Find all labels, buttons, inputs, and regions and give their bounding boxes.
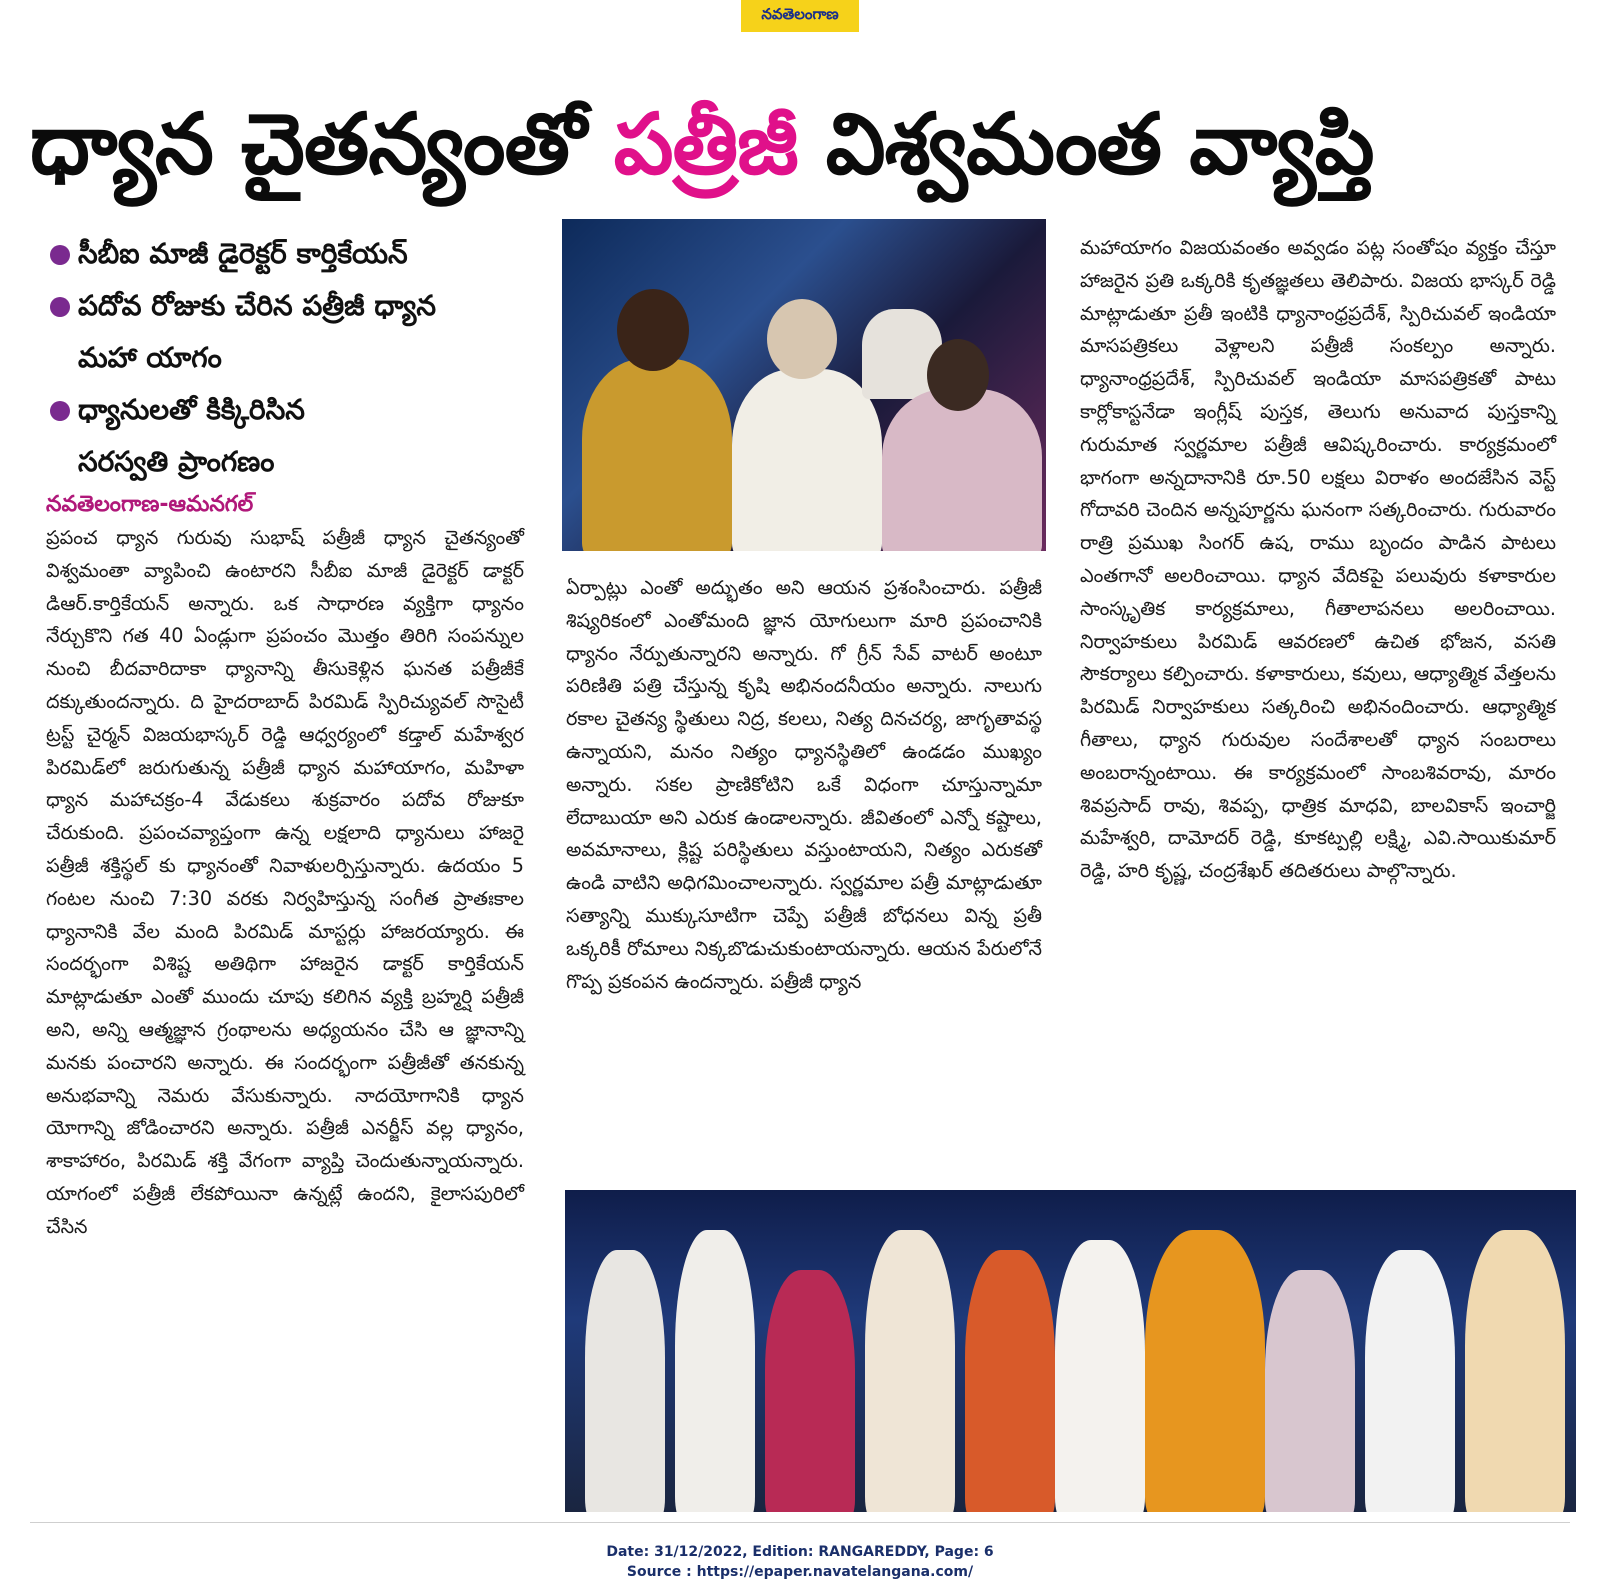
- subhead-bullets: [50, 228, 550, 488]
- bullet-item: [50, 280, 550, 384]
- column-2-text: ఏర్పాట్లు ఎంతో అద్భుతం అని ఆయన ప్రశంసించారు. పత్రీజీ శిష్యరికంలో ఎంతోమంది జ్ఞాన యోగులుగా మారి ప్రపంచానికి ధ్యానం నేర్పుతున్నారని అన్నారు. గో గ్రీన్ సేవ్ వాటర్ అంటూ పరిణితి పత్రి చేస్తున్న కృషి అభినందనీయం అన్నారు. నాలుగు రకాల చైతన్య స్థితులు నిద్ర, కలలు, నిత్య దినచర్య, జాగృతావస్థ ఉన్నాయని, మనం నిత్యం ధ్యానస్థితిలో ఉండడం ముఖ్యం అన్నారు. సకల ప్రాణికోటిని ఒకే విధంగా చూస్తున్నామా లేదాబుయా అని ఎరుక ఉండాలన్నారు. జీవితంలో ఎన్నో కష్టాలు, అవమానాలు, క్లిష్ట పరిస్థితులు వస్తుంటాయని, నిత్యం ఎరుకతో ఉండి వాటిని అధిగమించాలన్నారు. స్వర్ణమాల పత్రీ మాట్లాడుతూ సత్యాన్ని ముక్కుసూటిగా చెప్పే పత్రీజీ బోధనలు విన్న ప్రతీ ఒక్కరికీ రోమాలు నిక్కబొడుచుకుంటాయన్నారు. ఆయన పేరులోనే గొప్ప ప్రకంపన ఉందన్నారు. పత్రీజీ ధ్యాన: [566, 576, 1042, 993]
- photo-figure: [965, 1250, 1055, 1512]
- photo-figure: [1265, 1270, 1355, 1512]
- bullet-text-cont: మహా యాగం: [78, 341, 222, 374]
- bullet-item: [50, 228, 550, 280]
- bullet-dot-icon: [50, 401, 70, 421]
- article-column-3: [1080, 232, 1556, 888]
- bullet-text: సీబీఐ మాజీ డైరెక్టర్ కార్తికేయన్: [78, 237, 408, 270]
- headline-part1: ధ్యాన చైతన్యంతో: [30, 95, 614, 193]
- bullet-text-cont: సరస్వతి ప్రాంగణం: [78, 445, 275, 478]
- photo-head: [927, 339, 989, 411]
- bullet-item: [50, 384, 550, 488]
- headline-part2: విశ్వమంత వ్యాప్తి: [797, 95, 1374, 193]
- footer-divider: [30, 1522, 1570, 1523]
- photo-figure: [732, 369, 882, 551]
- footer-source: Source : https://epaper.navatelangana.com/: [626, 1564, 974, 1580]
- masthead-logo: [741, 0, 859, 32]
- article-column-2: [566, 572, 1042, 998]
- column-1-text: ప్రపంచ ధ్యాన గురువు సుభాష్ పత్రీజీ ధ్యాన చైతన్యంతో విశ్వమంతా వ్యాపించి ఉంటారని సీబీఐ మాజీ డైరెక్టర్ డాక్టర్ డిఆర్.కార్తికేయన్ అన్నారు. ఒక సాధారణ వ్యక్తిగా ధ్యానం నేర్చుకొని గత 40 ఏండ్లుగా ప్రపంచం మొత్తం తిరిగి సంపన్నుల నుంచి బీదవారిదాకా ధ్యానాన్ని తీసుకెళ్లిన ఘనత పత్రీజీకే దక్కుతుందన్నారు. ది హైదరాబాద్ పిరమిడ్ స్పిరిచ్యువల్ సొసైటీ ట్రస్ట్ చైర్మన్ విజయభాస్కర్ రెడ్డి ఆధ్వర్యంలో కడ్తాల్ మహేశ్వర పిరమిడ్‌లో జరుగుతున్న పత్రీజీ ధ్యాన మహాయాగం, మహిళా ధ్యాన మహాచక్రం-4 వేడుకలు శుక్రవారం పదోవ రోజుకూ చేరుకుంది. ప్రపంచవ్యాప్తంగా ఉన్న లక్షలాది ధ్యానులు హాజరై పత్రీజీ శక్తిస్థల్ కు ధ్యానంతో నివాళులర్పిస్తున్నారు. ఉదయం 5 గంటల నుంచి 7:30 వరకు నిర్వహిస్తున్న సంగీత ప్రాతఃకాల ధ్యానానికి వేల మంది పిరమిడ్ మాస్టర్లు హాజరయ్యారు. ఈ సందర్భంగా విశిష్ట అతిథిగా హాజరైన డాక్టర్ కార్తికేయన్ మాట్లాడుతూ ఎంతో ముందు చూపు కలిగిన వ్యక్తి బ్రహ్మర్షి పత్రీజీ అని, అన్ని ఆత్మజ్ఞాన గ్రంథాలను అధ్యయనం చేసి ఆ జ్ఞానాన్ని మనకు పంచారని అన్నారు. ఈ సందర్భంగా పత్రీజీతో తనకున్న అనుభవాన్ని నెమరు వేసుకున్నారు. నాదయోగానికి ధ్యాన యోగాన్ని జోడించారని అన్నారు. పత్రీజీ ఎనర్జీస్ వల్ల ధ్యానం, శాకాహారం, పిరమిడ్ శక్తి వేగంగా వ్యాప్తి చెందుతున్నాయన్నారు. యాగంలో పత్రీజీ లేకపోయినా ఉన్నట్లే ఉందని, కైలాసపురిలో చేసిన: [46, 526, 524, 1238]
- headline-highlight: పత్రీజీ: [613, 95, 798, 193]
- bullet-dot-icon: [50, 245, 70, 265]
- photo-head: [617, 289, 689, 371]
- bullet-text: ధ్యానులతో కిక్కిరిసిన: [78, 393, 305, 426]
- photo-figure: [675, 1230, 755, 1512]
- headline: [30, 84, 1570, 204]
- footer: [0, 1542, 1600, 1582]
- photo-head: [767, 299, 837, 379]
- article-column-1: [46, 522, 524, 1244]
- photo-figure: [1365, 1250, 1455, 1512]
- photo-figure: [582, 359, 732, 551]
- photo-figure: [765, 1270, 855, 1512]
- bullet-text: పదోవ రోజుకు చేరిన పత్రీజీ ధ్యాన: [78, 289, 436, 322]
- column-3-text: మహాయాగం విజయవంతం అవ్వడం పట్ల సంతోషం వ్యక్తం చేస్తూ హాజరైన ప్రతి ఒక్కరికి కృతజ్ఞతలు తెలిపారు. విజయ భాస్కర్ రెడ్డి మాట్లాడుతూ ప్రతీ ఇంటికి ధ్యానాంధ్రప్రదేశ్, స్పిరిచువల్ ఇండియా మాసపత్రికలు వెళ్లాలని పత్రీజీ సంకల్పం అన్నారు. ధ్యానాంధ్రప్రదేశ్, స్పిరిచువల్ ఇండియా మాసపత్రికతో పాటు కార్లోకాస్టనేడా ఇంగ్లీష్ పుస్తక, తెలుగు అనువాద పుస్తకాన్ని గురుమాత స్వర్ణమాల పత్రీజీ ఆవిష్కరించారు. కార్యక్రమంలో భాగంగా అన్నదానానికి రూ.50 లక్షలు విరాళం అందజేసిన వెస్ట్ గోదావరి చెందిన అన్నపూర్ణను ఘనంగా సత్కరించారు. గురువారం రాత్రి ప్రముఖ సింగర్ ఉష, రాము బృందం పాడిన పాటలు ఎంతగానో అలరించాయి. ధ్యాన వేదికపై పలువురు కళాకారుల సాంస్కృతిక కార్యక్రమాలు, గీతాలాపనలు అలరించాయి. నిర్వాహకులు పిరమిడ్ ఆవరణలో ఉచిత భోజన, వసతి సౌకర్యాలు కల్పించారు. కళాకారులు, కవులు, ఆధ్యాత్మిక వేత్తలను పిరమిడ్ నిర్వాహకులు సత్కరించి అభినందించారు. ఆధ్యాత్మిక గీతాలు, ధ్యాన గురువుల సందేశాలతో ధ్యాన సంబరాలు అంబరాన్నంటాయి. ఈ కార్యక్రమంలో సాంబశివరావు, మారం శివప్రసాద్ రావు, శివప్ప, ధాత్రిక మాధవి, బాలవికాస్ ఇంచార్జి మహేశ్వరి, దామోదర్ రెడ్డి, కూకట్పల్లి లక్ష్మి, ఎవి.సాయికుమార్ రెడ్డి, హరి కృష్ణ, చంద్రశేఖర్ తదితరులు పాల్గొన్నారు.: [1080, 236, 1556, 883]
- stage-photo-top: [562, 219, 1046, 551]
- byline: నవతెలంగాణ-ఆమనగల్: [46, 492, 254, 517]
- photo-figure: [865, 1230, 955, 1512]
- photo-figure: [1465, 1230, 1565, 1512]
- footer-date-edition: Date: 31/12/2022, Edition: RANGAREDDY, Page: 6: [606, 1544, 994, 1560]
- photo-figure: [1145, 1230, 1265, 1512]
- photo-figure: [1055, 1240, 1145, 1512]
- photo-figure: [585, 1250, 665, 1512]
- masthead-logo-text: నవతెలంగాణ: [761, 5, 839, 23]
- group-photo-bottom: [565, 1190, 1576, 1512]
- photo-figure: [882, 389, 1042, 551]
- bullet-dot-icon: [50, 297, 70, 317]
